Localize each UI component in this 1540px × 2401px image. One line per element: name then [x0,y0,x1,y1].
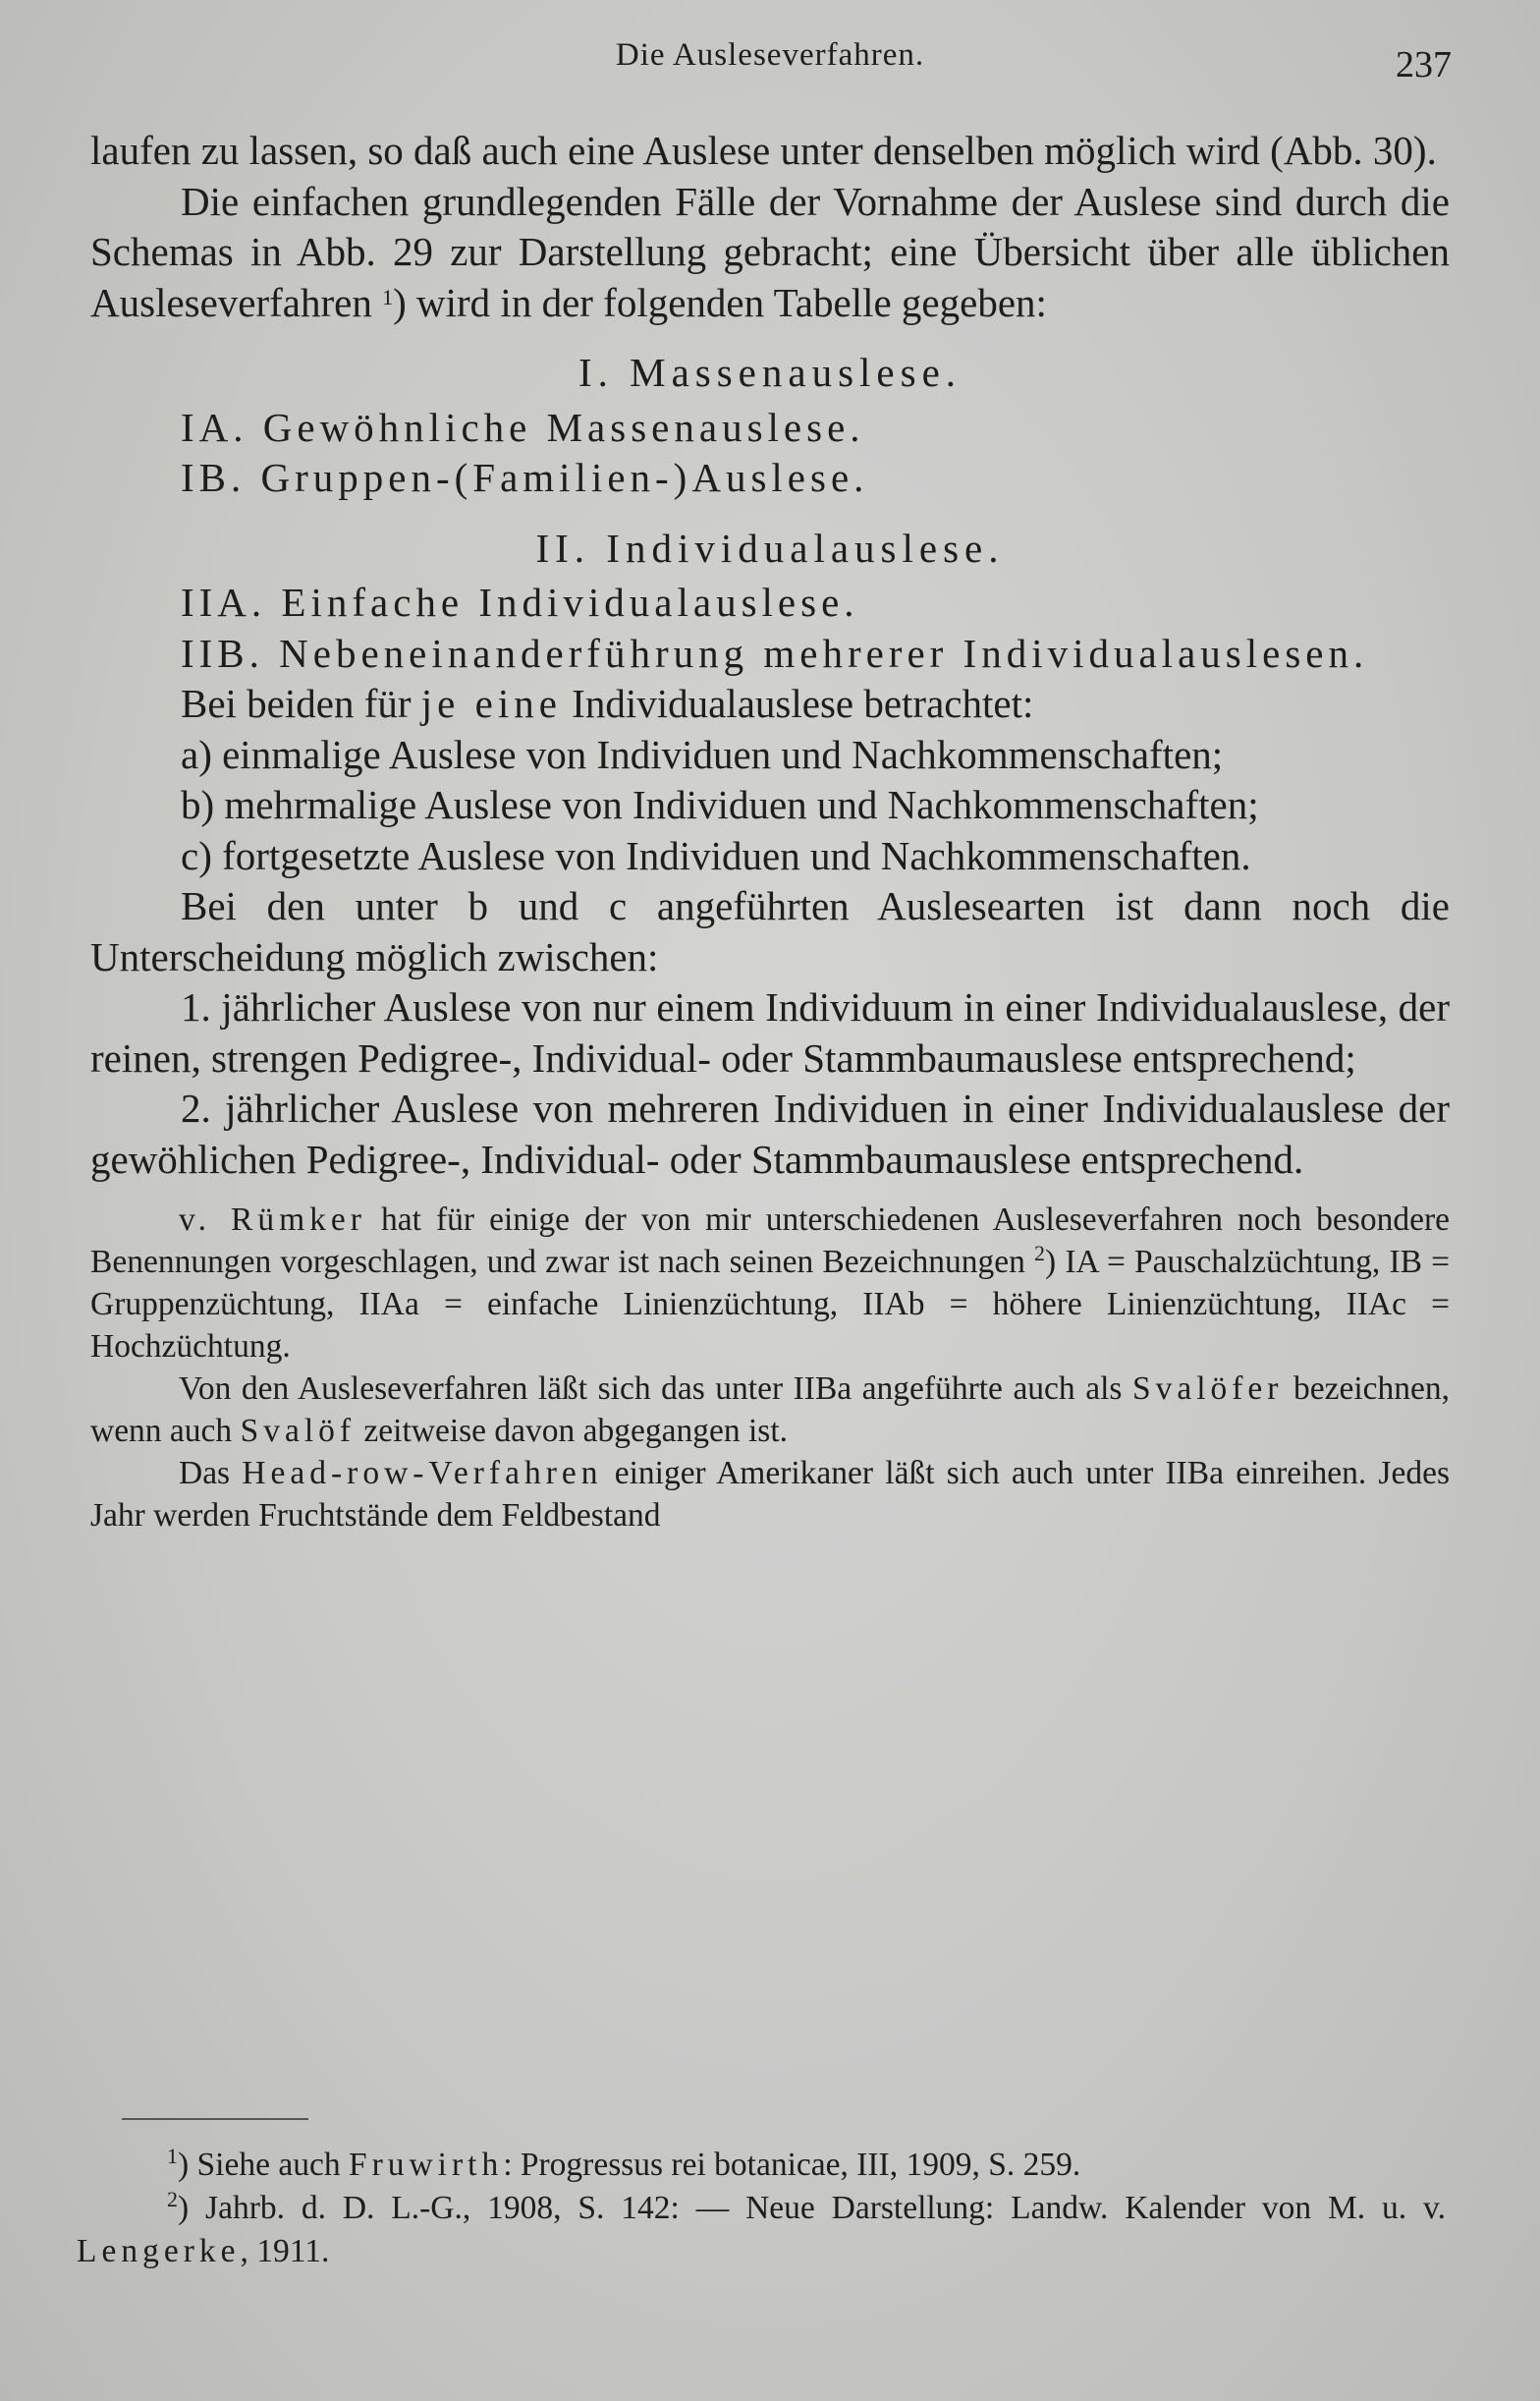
class-IIA: IIA. Einfache Individualauslese. [181,580,859,625]
footnote-rule [122,2118,308,2120]
paragraph-4: Bei den unter b und c angeführten Auslesearten ist dann noch die Unterscheidung möglich zwischen: [90,883,1450,979]
small-paragraph-3: Das Head-row-Verfahren einiger Amerikaner läßt sich auch unter IIBa einreihen. Jedes Jahr werden Fruchtstände dem Feldbestand [90,1455,1450,1534]
author-name: v. Rümker [179,1201,366,1238]
heading-individualauslese: II. Individualauslese. [535,525,1005,571]
paragraph-1: laufen zu lassen, so daß auch eine Auslese unter denselben möglich wird (Abb. 30). [90,128,1437,173]
author-name: Fruwirth [348,2147,504,2183]
small-paragraph-1: v. Rümker hat für einige der von mir unterschiedenen Ausleseverfahren noch besondere Benennungen vorgeschlagen, und zwar ist nach seinen Bezeichnungen $^2$) IA = Pauschalzüchtung, IB = Gruppenzüchtung, IIAa = einfache Linienzüchtung, IIAb = höhere Linienzüchtung, IIAc = Hochzüchtung. [90,1201,1451,1365]
small-paragraph-2: Von den Ausleseverfahren läßt sich das unter IIBa angeführte auch als Svalöfer bezeichnen, wenn auch Svalöf zeitweise davon abgegangen ist. [90,1370,1451,1449]
list-item-1: 1. jährlicher Auslese von nur einem Individuum in einer Individualauslese, der reinen, strengen Pedigree-, Individual- oder Stammbaumauslese entsprechend; [90,984,1450,1081]
emphasis: Svalöfer [1131,1370,1284,1407]
class-IIB: IIB. Nebeneinanderführung mehrerer Individualauslesen. [181,630,1369,676]
emphasis: Head-row-Verfahren [242,1455,603,1491]
footnote-1: $^1$) Siehe auch Fruwirth: Progressus rei botanicae, III, 1909, S. 259. [167,2144,1081,2183]
footnote-2: $^2$) Jahrb. d. D. L.-G., 1908, S. 142: — Neue Darstellung: Landw. Kalender von M. u. v. Lengerke, 1911. [77,2187,1446,2269]
list-item-c: c) fortgesetzte Auslese von Individuen und Nachkommenschaften. [181,832,1251,878]
emphasis: Svalöf [240,1413,357,1449]
main-text [90,126,1450,1536]
page-header [88,37,1452,96]
class-IB: IB. Gruppen-(Familien-)Auslese. [181,455,869,500]
heading-massenauslese: I. Massenauslese. [578,350,962,395]
running-title: Die Ausleseverfahren. [615,37,925,73]
list-item-b: b) mehrmalige Auslese von Individuen und Nachkommenschaften; [181,782,1259,827]
list-item-a: a) einmalige Auslese von Individuen und Nachkommenschaften; [181,731,1224,777]
footnote-ref-2: 2 [1034,1241,1046,1265]
page-number: 237 [1396,44,1452,85]
list-item-2: 2. jährlicher Auslese von mehreren Individuen in einer Individualauslese der gewöhlichen Pedigree-, Individual- oder Stammbaumauslese entsprechend. [90,1086,1450,1182]
footnote-ref-1: 1 [382,284,394,309]
emphasis: je eine [420,681,562,726]
author-name: Lengerke [77,2233,241,2269]
paragraph-3: Bei beiden für je eine Individualauslese betrachtet: [181,681,1034,726]
class-IA: IA. Gewöhnliche Massenauslese. [181,404,865,450]
paragraph-2: Die einfachen grundlegenden Fälle der Vornahme der Auslese sind durch die Schemas in Abb. 29 zur Darstellung gebracht; eine Übersicht über alle üblichen Ausleseverfahren $^1$) wird in der folgenden Tabelle gegeben: [90,178,1450,325]
